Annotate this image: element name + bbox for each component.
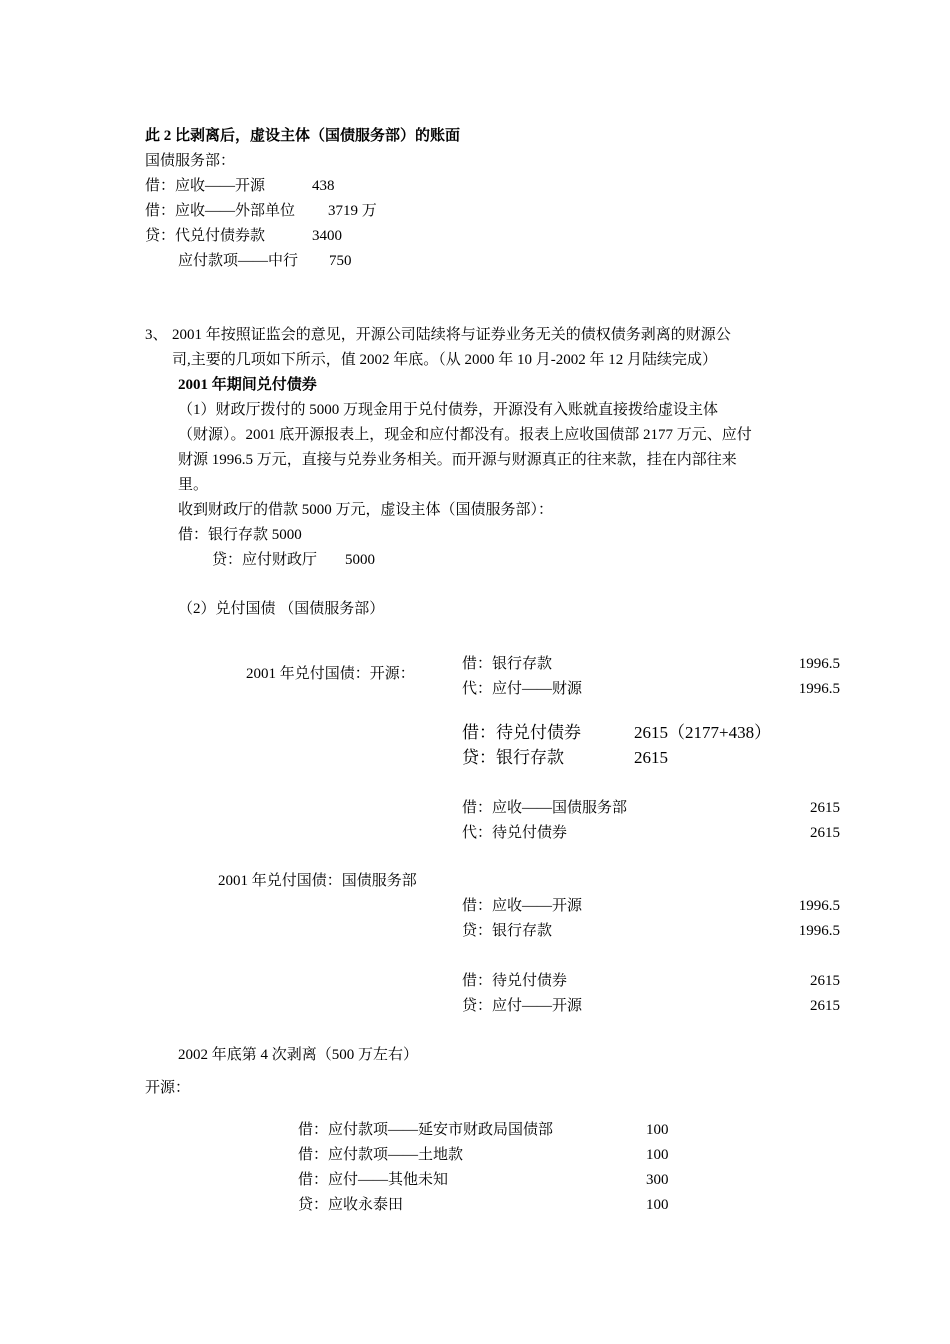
entry-amount: 3719 万 <box>328 203 377 219</box>
entry-label: 借：应收——国债服务部 <box>462 800 628 816</box>
entry-label: 贷：代兑付债券款 <box>145 228 266 244</box>
entry-label: 代：应付——财源 <box>462 681 583 697</box>
section1-title: 此 2 比剥离后，虚设主体（国债服务部）的账面 <box>145 128 461 144</box>
row-label-kaiyuan: 2001 年兑付国债：开源： <box>246 666 415 682</box>
paragraph-line: （1）财政厅拨付的 5000 万现金用于兑付债券，开源没有入账就直接拨给虚设主体 <box>178 402 719 418</box>
entry-label: 借：应付款项——延安市财政局国债部 <box>298 1122 554 1138</box>
entry-amount: 100 <box>646 1197 669 1213</box>
section3-number: 3、 <box>145 327 168 343</box>
paragraph-line: 司,主要的几项如下所示，值 2002 年底。（从 2000 年 10 月-2002 年 12 月陆续完成） <box>172 352 717 368</box>
entry-label: 贷：应收永泰田 <box>298 1197 404 1213</box>
entry-amount: 1996.5 <box>798 898 840 914</box>
entry-label: 贷：银行存款 <box>462 923 553 939</box>
entry-label: 借：应收——开源 <box>145 178 266 194</box>
entry-amount: 100 <box>646 1147 669 1163</box>
entry-amount: 3400 <box>312 228 342 244</box>
entry-amount: 2615 <box>810 998 840 1014</box>
paragraph-line: 2001 年按照证监会的意见，开源公司陆续将与证券业务无关的债权债务剥离的财源公 <box>172 327 731 343</box>
row-label-guozhai: 2001 年兑付国债：国债服务部 <box>218 873 417 889</box>
paragraph-line: 财源 1996.5 万元，直接与兑券业务相关。而开源与财源真正的往来款，挂在内部往来 <box>178 452 737 468</box>
paragraph-line: 收到财政厅的借款 5000 万元，虚设主体（国债服务部）： <box>178 502 554 518</box>
section4-subtitle: 开源： <box>145 1080 191 1096</box>
entry-label: 应付款项——中行 <box>178 253 299 269</box>
entry-label: 借：应付——其他未知 <box>298 1172 449 1188</box>
entry-label: 借：待兑付债券 <box>462 723 581 742</box>
entry-amount: 300 <box>646 1172 669 1188</box>
entry-amount: 5000 <box>345 552 375 568</box>
entry-label: 借：银行存款 5000 <box>178 527 302 543</box>
entry-amount: 2615 <box>634 748 668 767</box>
entry-amount: 2615 <box>810 800 840 816</box>
entry-amount: 2615 <box>810 825 840 841</box>
section3-heading: 2001 年期间兑付债券 <box>178 377 317 393</box>
section4-title: 2002 年底第 4 次剥离（500 万左右） <box>178 1047 419 1063</box>
entry-amount: 750 <box>329 253 352 269</box>
paragraph-line: （财源）。2001 底开源报表上，现金和应付都没有。报表上应收国债部 2177 万元、应付 <box>178 427 752 443</box>
entry-amount: 2615（2177+438） <box>634 723 772 742</box>
entry-amount: 1996.5 <box>798 681 840 697</box>
item2-title: （2）兑付国债 （国债服务部） <box>178 601 385 617</box>
entry-amount: 438 <box>312 178 335 194</box>
entry-amount: 1996.5 <box>798 656 840 672</box>
entry-label: 借：应收——外部单位 <box>145 203 296 219</box>
entry-amount: 100 <box>646 1122 669 1138</box>
entry-label: 借：银行存款 <box>462 656 553 672</box>
entry-label: 借：待兑付债券 <box>462 973 568 989</box>
entry-label: 代：待兑付债券 <box>462 825 568 841</box>
section1-subtitle: 国债服务部： <box>145 153 236 169</box>
entry-label: 贷：银行存款 <box>462 748 564 767</box>
entry-label: 贷：应付——开源 <box>462 998 583 1014</box>
entry-label: 借：应收——开源 <box>462 898 583 914</box>
paragraph-line: 里。 <box>178 477 209 493</box>
entry-label: 贷：应付财政厅 <box>212 552 318 568</box>
entry-amount: 2615 <box>810 973 840 989</box>
entry-label: 借：应付款项——土地款 <box>298 1147 464 1163</box>
entry-amount: 1996.5 <box>798 923 840 939</box>
